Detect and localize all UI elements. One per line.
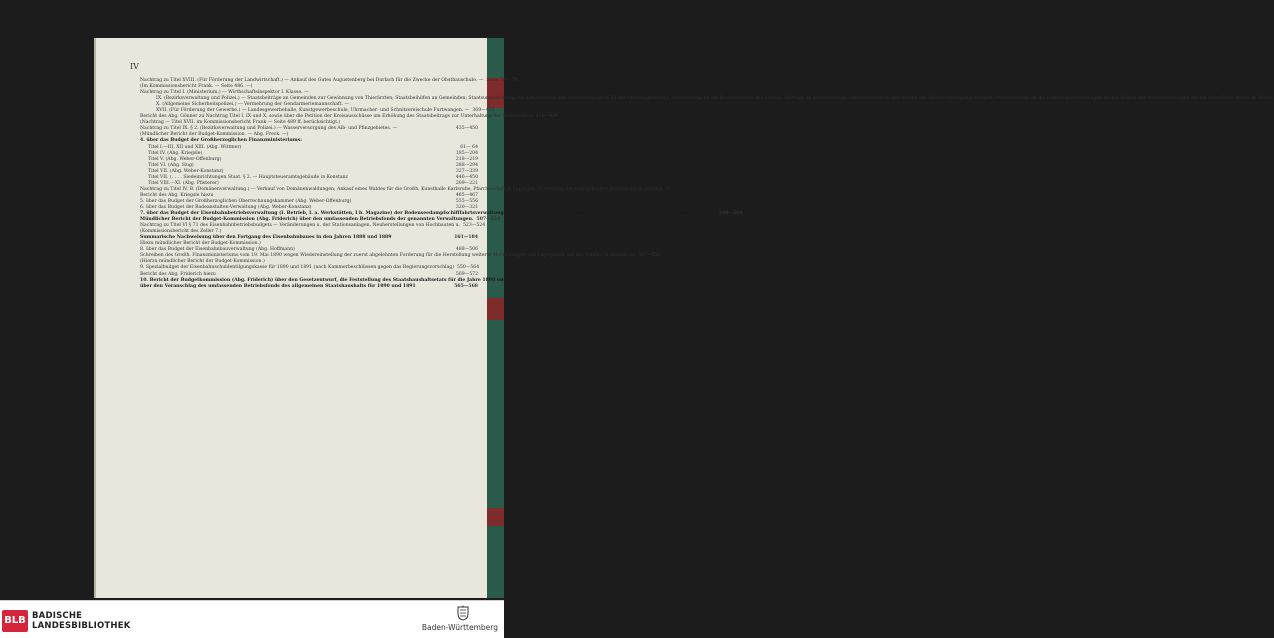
toc-line-page: 507—554	[476, 217, 501, 223]
toc-line-page: 569—572	[455, 271, 478, 277]
toc-line-text: Titel VIII.—XI. (Abg. Pfisterer)	[148, 180, 219, 186]
toc-line-text: 4. über das Budget der Großherzoglichen Finanzministeriums:	[140, 138, 302, 144]
toc-line	[140, 284, 478, 290]
toc-line-text: Hiezu mündlicher Bericht der Budget-Kommission.)	[140, 241, 261, 247]
toc-line-text: Titel V. (Abg. Weber-Offenburg)	[148, 156, 222, 162]
toc-line-page: 465—467	[455, 192, 478, 198]
toc-line-text: Titel I.—III, XII und XIII. (Abg. Wittmer)	[148, 144, 242, 150]
toc-line-page: 523—524	[463, 223, 486, 229]
toc-line-page: 161—184	[454, 235, 478, 241]
library-name-line1: BADISCHE	[32, 611, 83, 621]
state-name[interactable]: Baden-Württemberg	[421, 623, 498, 632]
toc-line-text: XVII. (Für Förderung der Gewerbe.) — Landesgewerbehalle, Kunstgewerbeschule, Uhrmacher- und Schnitzereischule Furtwangen. —	[156, 108, 470, 114]
toc-line-page: Seite 76— 79	[486, 78, 518, 83]
toc-line-text: über den Voranschlag des umfassenden Betriebsfonds des allgemeinen Staatshaushalts für 1890 und 1891	[140, 283, 416, 289]
toc-line-page: 218—219	[455, 156, 478, 162]
page-edge-tabs	[487, 38, 504, 598]
toc-line-text: 9. Spezialbudget der Eisenbahnschuldentilgungskasse für 1890 und 1891 (nach Kammerbeschlüssen gegen das Regierungsvorschlag)	[140, 265, 454, 271]
toc-line-text: (Kommissionsbericht des Zeller 7.)	[140, 229, 222, 235]
toc-line-page: 185—204	[455, 150, 478, 156]
toc-line-page: 550—564	[457, 265, 480, 271]
toc-line-page: 288—294	[455, 162, 478, 168]
toc-line-text: Titel VII. (Abg. Weber-Konstanz)	[148, 168, 224, 174]
toc-line-page: 369—429	[472, 108, 495, 114]
toc-line-page: 320—321	[455, 204, 478, 210]
toc-line-page: 209—221	[455, 180, 478, 186]
toc-line-text: Nachtrag zu Titel XVIII. (Für Förderung der Landwirtschaft.) — Ankauf des Gutes Augustenberg bei Durlach für die Zwecke der Obstbauschule. —	[140, 78, 484, 83]
toc-line-text: (Im Kommissionsbericht Frank. — Seite 486. —)	[140, 84, 253, 90]
toc-line-page: 488—506	[455, 247, 478, 253]
toc-line-page: 327—339	[455, 168, 478, 174]
toc-line-page: 430—434	[535, 114, 558, 120]
toc-line-text: Schreiben des Großh. Finanzministeriums vom 19. Mai 1890 wegen Wiedereinstellung der zuerst abgelehnten Forderung für die Herstellung weiterer Hafenanlagen und Lagerplätze auf der Mühlau in Mannheim	[140, 253, 635, 259]
toc-line-page: 446—450	[455, 174, 478, 180]
table-of-contents	[140, 78, 1274, 290]
toc-line-page: 555—556	[455, 198, 478, 204]
toc-line-text: Titel IV. (Abg. Kriegsle)	[148, 150, 203, 156]
page-number: IV	[130, 62, 139, 71]
toc-line-text: Summarische Nachweisung über den Fortgang des Eisenbahnbaues in den Jahren 1888 und 1889	[140, 235, 392, 241]
toc-line-page: 565—568	[454, 283, 478, 289]
toc-line-text: (Mündlicher Bericht der Budget-Kommission. — Abg. Freck. —)	[140, 132, 289, 138]
toc-line-page: 290—298	[718, 211, 743, 217]
toc-line-text: Mündlicher Bericht der Budget-Kommission (Abg. Friderich) über den umfassenden Betriebsfonds der genannten Verwaltungen.	[140, 217, 474, 223]
toc-line-text: 7. über das Budget der Eisenbahnbetriebsverwaltung (I. Betrieb, I. a. Werkstätten, I b. Magazine) der Bodenseedampfschifffahrtsverwaltung und über den Antheil am Reinertrag der Main-Neckar-Eisenbahn (Abg. Wilckens)	[140, 211, 716, 217]
blb-logo[interactable]: BLB	[2, 610, 28, 632]
toc-line-text: 10. Bericht der Budgetkommission (Abg. Friderich) über den Gesetzentwurf, die Feststellung des Staatshaushaltsetats für die Jahre 1890 und 1891 betreffend, sowie	[140, 277, 567, 283]
toc-line-text: Titel VII. (. . . . Siedeinrichtungen Staat. § 2. — Hauptsteueramtsgebäude in Konstanz	[148, 174, 348, 180]
toc-line-text: X. (Allgemeine Sicherheitspolizei.) — Vermehrung der Gendarmeriemannschaft. —	[156, 102, 350, 108]
toc-line-text: (Nachtrag — Titel XVII. im Kommissionsbericht Frank — Seite 489 ff. berücksichtigt.)	[140, 120, 341, 126]
coat-of-arms-icon	[457, 605, 469, 621]
toc-line-text: Bericht des Abg. Gönner zu Nachtrag Titel I, IX und X, sowie über die Petition der Kreisausschüsse um Erhöhung des Staatsbeitrags zur Unterhaltung der Kreisstraßen	[140, 114, 533, 120]
toc-line-text: Nachtrag zu Titel IX. § 2. (Bezirksverwaltung und Polizei.) — Wasserversorgung des Alb- und Pfinzgebietes. —	[140, 126, 398, 132]
toc-line-text: Nachtrag zu Titel IV. B. (Domänenverwaltung.) — Verkauf von Domänenwaldungen; Ankauf eines Waldes für die Großh. Kunsthalle Karlsruhe, Pfarrhaushalt in Eppingen; Erwerbung der evangelischen Stadtkirche in Lörrach. —	[140, 186, 671, 192]
toc-line-text: 5. über das Budget der Großherzoglichen Oberrechnungskammer (Abg. Weber-Offenburg)	[140, 198, 352, 204]
toc-line-text: Titel VI. (Abg. Hug)	[148, 162, 194, 168]
toc-line-text: Bericht des Abg. Kriegsle hiezu	[140, 192, 214, 198]
toc-line-text: 6. über das Budget der Badeanstalten-Verwaltung (Abg. Weber-Konstanz)	[140, 204, 312, 210]
toc-line-text: IX. (Bezirksverwaltung und Polizei.) — Staatsbeiträge an Gemeinden zur Gewinnung von Thierärzten; Staatsbeihilfen an Gemeinden; Staatsunterstützung für Kreisstraßen und Gemeindewege (§ 22 des Straßengesetzes); Staatsbeitrag an die Kreisverbände des Landes; Beiträge an gemeinnützige Gesellschaften zu den Kosten der Wasserversorgungsanlagen; Staatszuschuß an die Gemeindeverwaltungen zu den Kosten der Naturalleistungen für die bewaffnete Macht in Zeiten;	[156, 96, 1274, 102]
toc-line-text: (Hierzu mündlicher Bericht der Budget-Kommission.)	[140, 259, 265, 265]
library-name-line2: LANDESBIBLIOTHEK	[32, 621, 131, 631]
toc-line-page: 61— 64	[460, 144, 478, 150]
toc-line-text: 8. über das Budget der Eisenbahnbauverwaltung (Abg. Hoffmann)	[140, 247, 295, 253]
toc-line-page: 557—558	[637, 253, 661, 259]
toc-line-text: Bericht des Abg. Friderich hiezu	[140, 271, 216, 277]
footer-bar	[0, 600, 504, 638]
library-name[interactable]	[32, 611, 131, 631]
toc-line-text: Nachtrag zu Titel I. (Ministerium.) — Wirthschaftsinspektor I. Klasse. —	[140, 90, 309, 96]
toc-line-text: Nachtrag zu Titel VI § 71 des Eisenbahnbetriebsbudgets — Veränderungen u. der Stationsanlagen, Neuherstellungen von Hochbauten u.	[140, 223, 460, 229]
toc-line-page: 435—450	[455, 126, 478, 132]
